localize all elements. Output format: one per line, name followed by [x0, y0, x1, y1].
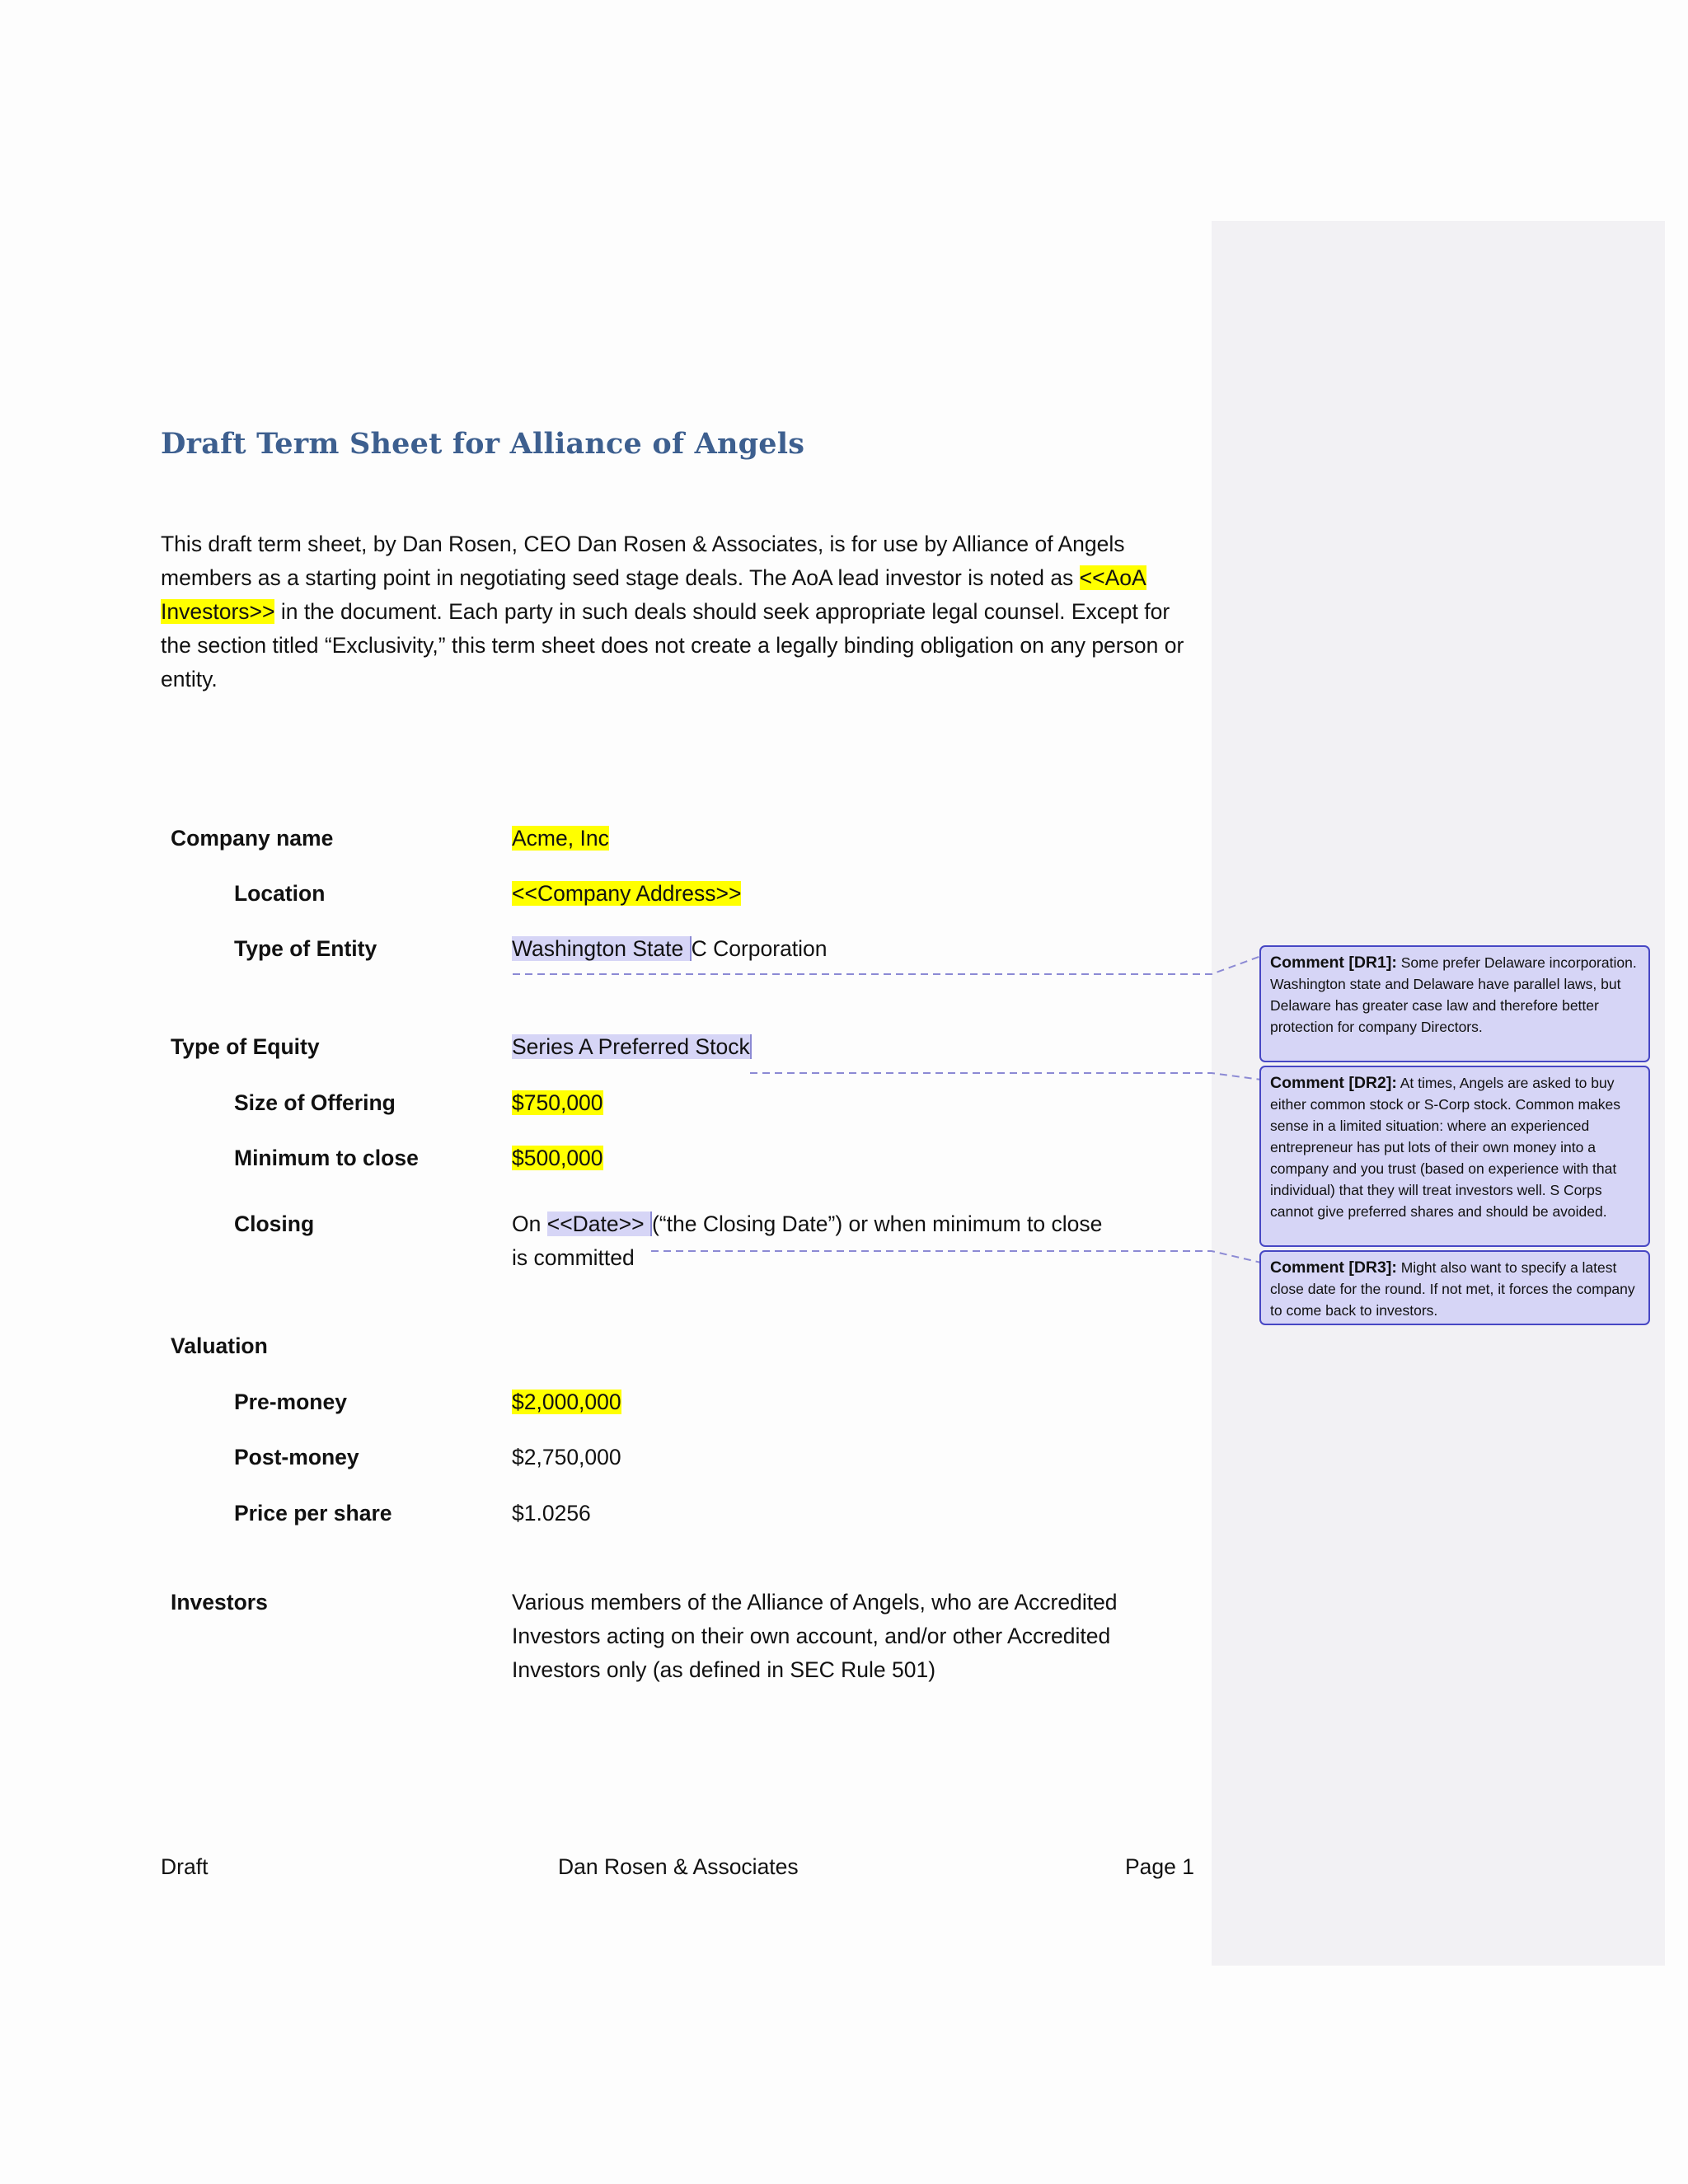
company-name-highlight: Acme, Inc: [512, 826, 609, 851]
closing-value: [512, 1207, 1138, 1275]
minimum-close-highlight: $500,000: [512, 1146, 603, 1170]
comment-dr1-header: Comment [DR1]:: [1270, 954, 1397, 972]
location-value: [512, 877, 1138, 911]
entity-type-label: Type of Entity: [234, 936, 377, 961]
company-name-label: Company name: [171, 826, 334, 851]
intro-text-start: This draft term sheet, by Dan Rosen, CEO Dan Rosen & Associates, is for use by Alliance of Angels members as a starting point in negotiating seed stage deals. The AoA lead investor is noted as: [161, 532, 1125, 590]
equity-type-label: Type of Equity: [171, 1034, 320, 1059]
footer-page-number: Page 1: [1125, 1854, 1194, 1879]
document-title: Draft Term Sheet for Alliance of Angels: [161, 427, 805, 461]
minimum-close-value: [512, 1141, 1138, 1175]
comment-dr3-header: Comment [DR3]:: [1270, 1258, 1397, 1277]
closing-line1-rest: (“the Closing Date”) or when minimum to close: [651, 1212, 1103, 1236]
aoa-investors-placeholder: <<AoA Investors>>: [161, 565, 1146, 624]
intro-paragraph: [161, 527, 1195, 696]
equity-type-value: [512, 1030, 1138, 1064]
location-highlight: <<Company Address>>: [512, 881, 742, 906]
entity-type-value: [512, 932, 1138, 966]
post-money-label: Post-money: [234, 1445, 359, 1469]
post-money-value: $2,750,000: [512, 1445, 621, 1469]
entity-type-rest: C Corporation: [691, 936, 828, 961]
investors-label: Investors: [171, 1590, 268, 1615]
comment-anchor-dr3[interactable]: <<Date>>: [546, 1212, 650, 1236]
location-label: Location: [234, 881, 326, 906]
comment-anchor-dr2[interactable]: Series A Preferred Stock: [512, 1034, 750, 1059]
pre-money-label: Pre-money: [234, 1390, 347, 1414]
comment-balloon-dr2[interactable]: [1259, 1066, 1650, 1247]
pre-money-highlight: $2,000,000: [512, 1390, 621, 1414]
valuation-label: Valuation: [171, 1333, 268, 1358]
pre-money-value: [512, 1385, 1138, 1419]
minimum-close-label: Minimum to close: [234, 1146, 419, 1170]
closing-prefix: On: [512, 1212, 547, 1236]
comment-dr2-header: Comment [DR2]:: [1270, 1074, 1397, 1092]
comment-balloon-dr1[interactable]: [1259, 945, 1650, 1062]
offering-size-value: [512, 1086, 1138, 1120]
investors-value: Various members of the Alliance of Angels, who are Accredited Investors acting on their own account, and/or other Accredited Investors only (as defined in SEC Rule 501): [512, 1590, 1118, 1682]
footer-center: Dan Rosen & Associates: [558, 1854, 799, 1879]
footer-left: Draft: [161, 1854, 209, 1879]
price-per-share-label: Price per share: [234, 1501, 392, 1526]
company-name-value: [512, 822, 1138, 855]
offering-size-highlight: $750,000: [512, 1090, 603, 1115]
comment-dr2-text: At times, Angels are asked to buy either common stock or S-Corp stock. Common makes sense in a limited situation: where an experienced entrepreneur has put lots of their own money into a company and you trust (based on experience with that individual) that they will treat investors well. S Corps cannot give preferred shares and should be avoided.: [1270, 1075, 1620, 1220]
comment-balloon-dr3[interactable]: [1259, 1250, 1650, 1325]
closing-label: Closing: [234, 1212, 315, 1236]
leader-line-dr2: [750, 1073, 1261, 1080]
comment-dr1-text: Some prefer Delaware incorporation. Washington state and Delaware have parallel laws, but Delaware has greater case law and therefore better protection for company Directors.: [1270, 954, 1637, 1035]
offering-size-label: Size of Offering: [234, 1090, 396, 1115]
price-per-share-value: $1.0256: [512, 1501, 591, 1526]
comment-dr3-text: Might also want to specify a latest close date for the round. If not met, it forces the company to come back to investors.: [1270, 1259, 1635, 1319]
intro-text-end: in the document. Each party in such deals should seek appropriate legal counsel. Except for the section titled “Exclusivity,” this term sheet does not create a legally binding obligation on any person or entity.: [161, 599, 1184, 691]
closing-line2: is committed: [512, 1245, 635, 1270]
comment-anchor-dr1[interactable]: Washington State: [512, 936, 690, 961]
